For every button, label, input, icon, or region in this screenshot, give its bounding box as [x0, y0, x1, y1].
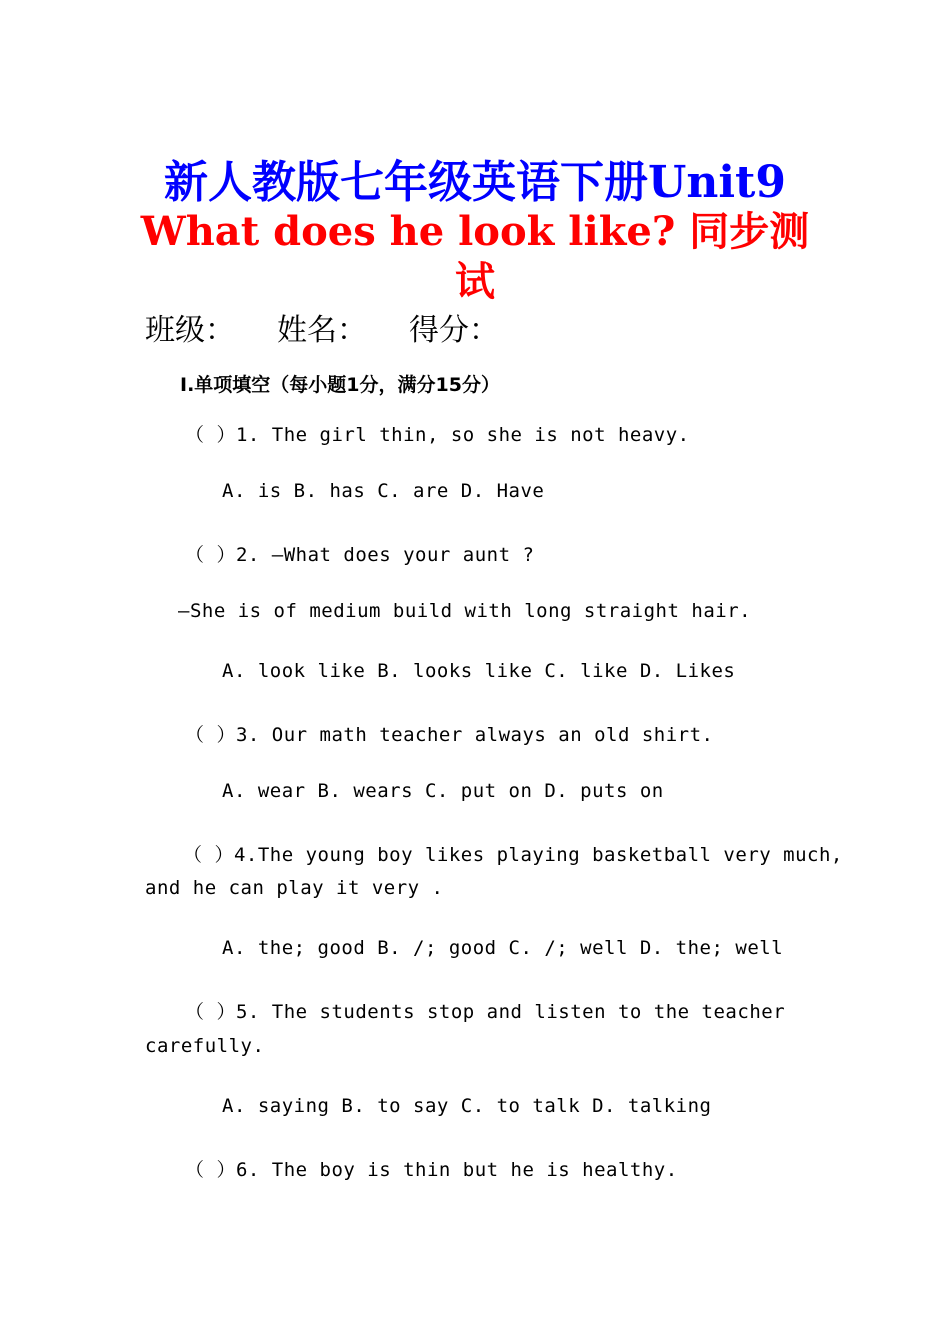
question-5-stem-continued: carefully. — [145, 1035, 265, 1057]
question-1-stem: （ ）1. The girl thin, so she is not heavy. — [185, 424, 690, 446]
section-heading: I.单项填空（每小题1分，满分15分） — [180, 374, 500, 396]
question-2-stem: （ ）2. —What does your aunt ? — [185, 544, 535, 566]
question-1-options: A. is B. has C. are D. Have — [222, 480, 545, 502]
question-4-options: A. the; good B. /; good C. /; well D. the; well — [222, 937, 784, 959]
question-5-options: A. saying B. to say C. to talk D. talking — [222, 1095, 712, 1117]
question-4-stem: （ ）4.The young boy likes playing basketball very much, — [183, 844, 843, 866]
title-line-1: 新人教版七年级英语下册Unit9 — [163, 157, 786, 208]
class-label: 班级： — [145, 313, 235, 348]
question-2-options: A. look like B. looks like C. like D. Likes — [222, 660, 736, 682]
question-6-stem: （ ）6. The boy is thin but he is healthy. — [185, 1159, 678, 1181]
score-label: 得分： — [409, 313, 499, 348]
title-line-3: 试 — [455, 258, 495, 305]
question-3-stem: （ ）3. Our math teacher always an old shirt. — [185, 724, 714, 746]
question-2-stem-continued: —She is of medium build with long straight hair. — [178, 600, 752, 622]
name-label: 姓名： — [277, 313, 367, 348]
question-5-stem: （ ）5. The students stop and listen to the teacher — [185, 1001, 786, 1023]
question-3-options: A. wear B. wears C. put on D. puts on — [222, 780, 664, 802]
title-line-2: What does he look like? 同步测 — [140, 208, 810, 255]
question-4-stem-continued: and he can play it very . — [145, 877, 444, 899]
student-info-row — [145, 305, 499, 349]
